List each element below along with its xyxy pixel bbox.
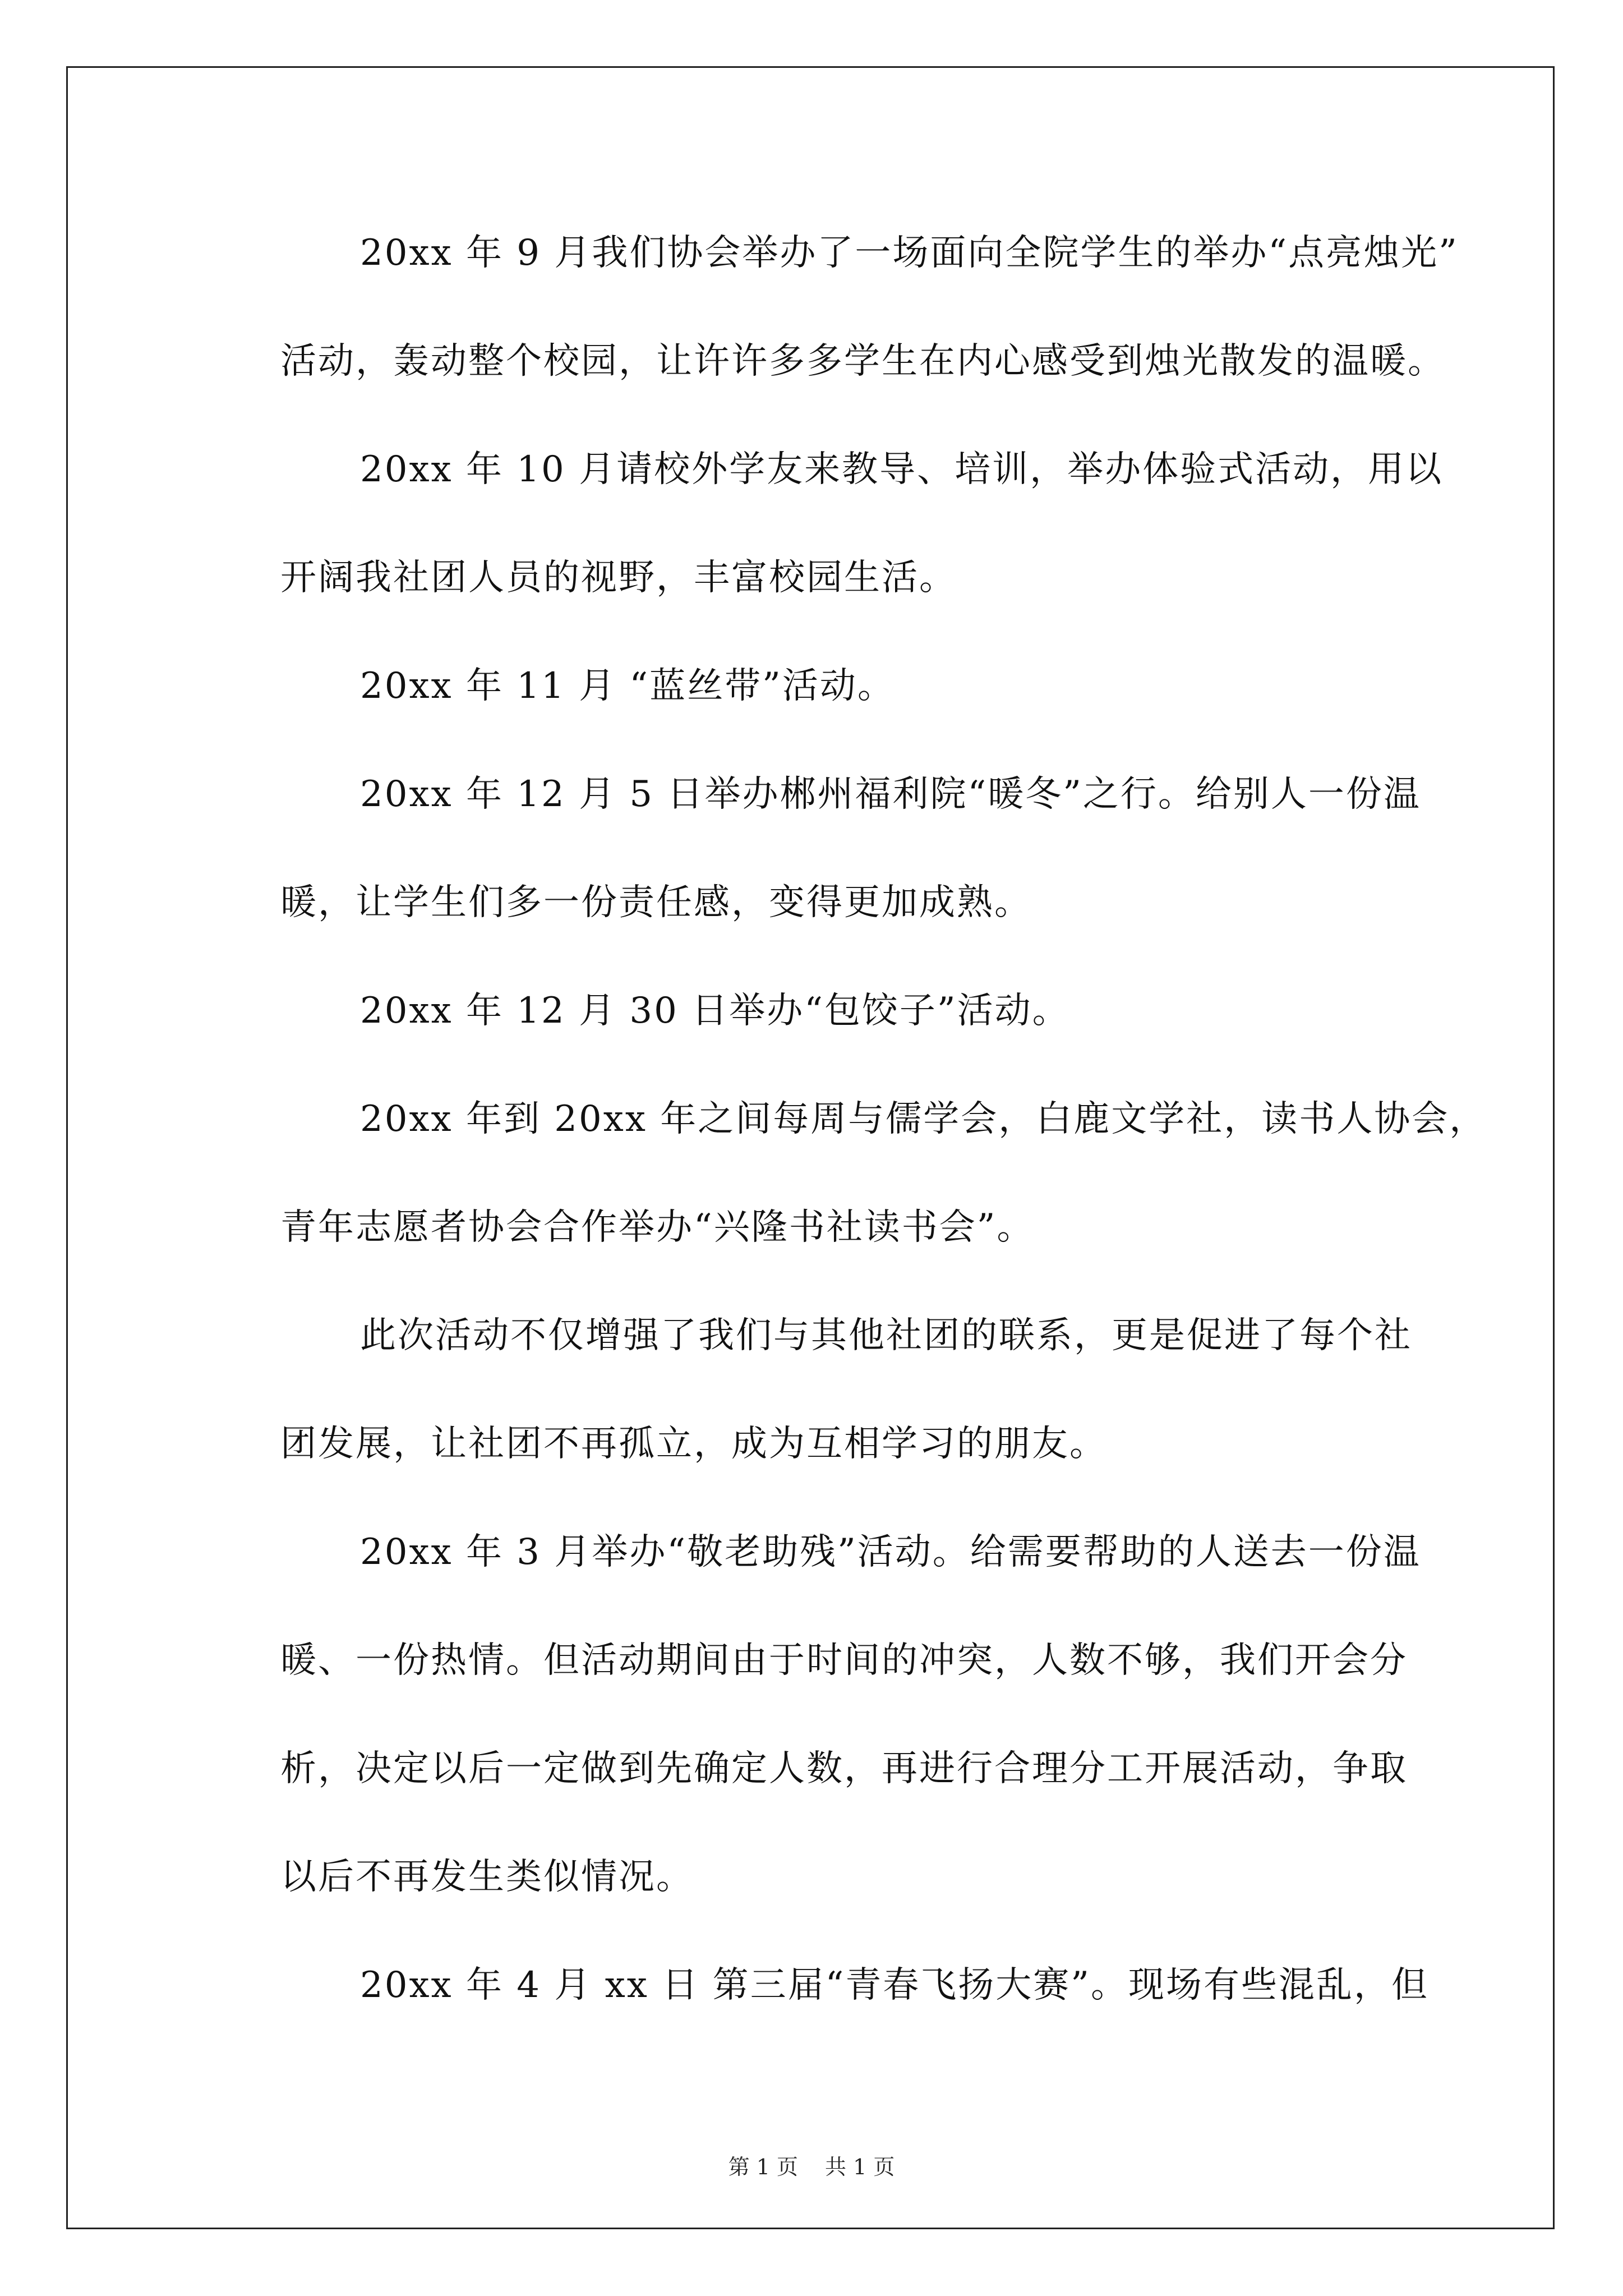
paragraph [201, 1282, 1435, 1498]
text-line: 20xx 年 12 月 30 日举办“包饺子”活动。 [360, 990, 1070, 1032]
text-line: 以后不再发生类似情况。 [280, 1856, 694, 1898]
document-body [201, 199, 1487, 2040]
page-number: 第 1 页 [728, 2155, 798, 2179]
paragraph [201, 1065, 1487, 1282]
text-line: 暖、一份热情。但活动期间由于时间的冲突，人数不够，我们开会分 [280, 1640, 1408, 1681]
text-line: 青年志愿者协会合作举办“兴隆书社读书会”。 [280, 1207, 1035, 1248]
paragraph [201, 199, 1459, 416]
text-line: 20xx 年 4 月 xx 日 第三届“青春飞扬大赛”。现场有些混乱，但 [360, 1964, 1430, 2006]
page-footer [0, 2150, 1623, 2180]
paragraph [201, 1498, 1435, 1931]
text-line: 20xx 年 11 月 “蓝丝带”活动。 [360, 665, 895, 707]
text-line: 20xx 年 9 月我们协会举办了一场面向全院学生的举办“点亮烛光” [360, 232, 1459, 274]
text-line: 20xx 年 3 月举办“敬老助残”活动。给需要帮助的人送去一份温 [360, 1531, 1421, 1573]
text-line: 此次活动不仅增强了我们与其他社团的联系，更是促进了每个社 [360, 1315, 1412, 1356]
paragraph [201, 957, 1435, 1065]
paragraph [201, 1931, 1435, 2040]
paragraph [201, 740, 1435, 957]
text-line: 析，决定以后一定做到先确定人数，再进行合理分工开展活动，争取 [280, 1748, 1408, 1789]
text-line: 团发展，让社团不再孤立，成为互相学习的朋友。 [280, 1423, 1107, 1465]
text-line: 20xx 年到 20xx 年之间每周与儒学会，白鹿文学社，读书人协会， [360, 1098, 1487, 1140]
text-line: 开阔我社团人员的视野，丰富校园生活。 [280, 557, 957, 599]
text-line: 活动，轰动整个校园，让许许多多学生在内心感受到烛光散发的温暖。 [280, 341, 1445, 382]
text-line: 暖，让学生们多一份责任感，变得更加成熟。 [280, 882, 1032, 923]
page-total: 共 1 页 [825, 2155, 895, 2179]
paragraph [201, 416, 1444, 632]
text-line: 20xx 年 12 月 5 日举办郴州福利院“暖冬”之行。给别人一份温 [360, 774, 1421, 815]
paragraph [201, 632, 1435, 740]
text-line: 20xx 年 10 月请校外学友来教导、培训，举办体验式活动，用以 [360, 449, 1444, 490]
